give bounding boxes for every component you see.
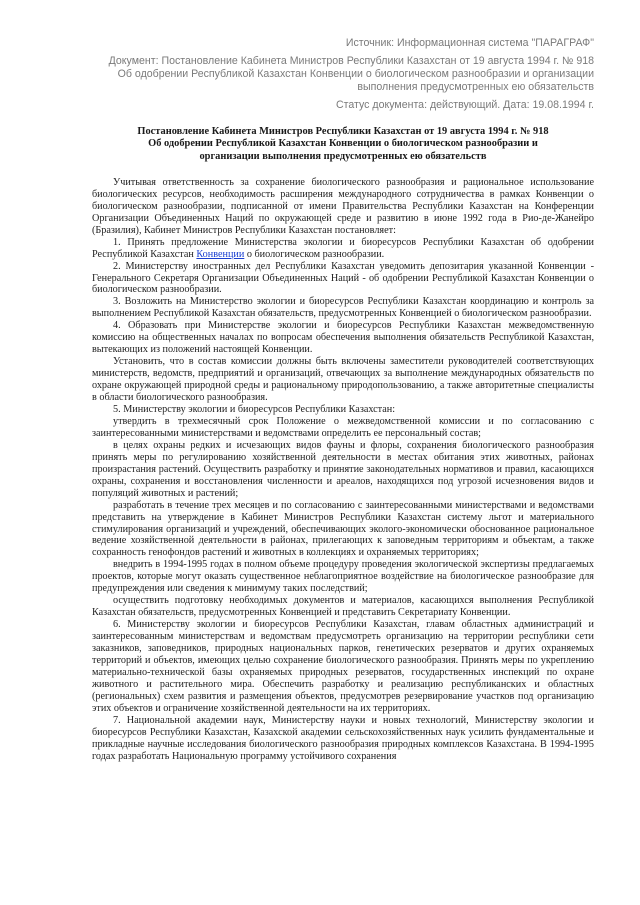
document-line: выполнения предусмотренных ею обязательств [357, 81, 594, 93]
paragraph-6: 6. Министерству экологии и биоресурсов Республики Казахстан, главам областных администраций и заинтересованным министерствам и ведомствам предусмотреть организацию на территории республики сети заказников, заповедников, природных национальных парков, генетических резерватов и других охраняемых территорий и объектов, имеющих целью сохранение биологического разнообразия. Принять меры по укреплению материально-технической базы охраняемых природных резерватов, государственных инспекций по охране животного и растительного мира. Обеспечить разработку и реализацию республиканских и областных (региональных) схем развития и размещения объектов, предусмотрев резервирование участков под организацию этих объектов и ограничение хозяйственной деятельности на их территориях. [92, 619, 594, 714]
paragraph-5-item: в целях охраны редких и исчезающих видов фауны и флоры, сохранения биологического разнообразия принять меры по регулированию хозяйственной деятельности в местах обитания этих животных, районах произрастания растений. Осуществить разработку и принятие законодательных нормативов и правил, касающихся охраны, сохранения и восстановления численности и ареалов, находящихся под угрозой исчезновения видов и популяций животных и растений; [92, 439, 594, 499]
document-line: Документ: Постановление Кабинета Министров Республики Казахстан от 19 августа 1994 г. № 918 [108, 55, 594, 67]
paragraph-7: 7. Национальной академии наук, Министерству науки и новых технологий, Министерству экологии и биоресурсов Республики Казахстан, Казахской академии сельскохозяйственных наук усилить фундаментальные и прикладные научные исследования биологического разнообразия природных комплексов Казахстана. В 1994-1995 годах разработать Национальную программу устойчивого сохранения [92, 714, 594, 762]
paragraph-text: о биологическом разнообразии. [244, 248, 385, 260]
paragraph-1 [92, 237, 594, 261]
paragraph-preamble: Учитывая ответственность за сохранение биологического разнообразия и рациональное использование биологических ресурсов, необходимость расширения международного сотрудничества в рамках Конвенции о биологическом разнообразии, подписанной от имени Правительства Республики Казахстан на Конференции Организации Объединенных Наций по окружающей среде и развитию в июне 1992 года в Рио-де-Жанейро (Бразилия), Кабинет Министров Республики Казахстан постановляет: [92, 176, 594, 236]
document-body [92, 177, 594, 763]
document-reference [92, 55, 594, 94]
document-title: Постановление Кабинета Министров Республики Казахстан от 19 августа 1994 г. № 918 Об одобрении Республикой Казахстан Конвенции о биологическом разнообразии и организации выполнения предусмотренных ею обязательств [137, 126, 549, 162]
paragraph-4: 4. Образовать при Министерстве экологии и биоресурсов Республики Казахстан межведомственную комиссию на общественных началах по вопросам обеспечения выполнения обязательств Республикой Казахстан, вытекающих из положений настоящей Конвенции. [92, 320, 594, 356]
paragraph-4-commission: Установить, что в состав комиссии должны быть включены заместители руководителей соответствующих министерств, ведомств, предприятий и организаций, отвечающих за выполнение международных обязательств по охране окружающей природной среды и рациональному природопользованию, а также авторитетные специалисты в области биологического разнообразия. [92, 356, 594, 404]
paragraph-5-item: осуществить подготовку необходимых документов и материалов, касающихся выполнения Республикой Казахстан обязательств, предусмотренных Конвенцией и представить Секретариату Конвенции. [92, 595, 594, 619]
paragraph-2: 2. Министерству иностранных дел Республики Казахстан уведомить депозитария указанной Конвенции - Генерального Секретаря Организации Объединенных Наций - об одобрении Республикой Казахстан Конвенции о биологическом разнообразии. [92, 260, 594, 296]
document-page [92, 0, 594, 763]
paragraph-5-item: внедрить в 1994-1995 годах в полном объеме процедуру проведения экологической экспертизы предлагаемых проектов, которые могут оказать существенное неблагоприятное воздействие на биологическое разнообразие для предупреждения или сведения к минимуму таких последствий; [92, 559, 594, 595]
convention-link[interactable]: Конвенции [196, 248, 245, 260]
document-line: Об одобрении Республикой Казахстан Конвенции о биологическом разнообразии и организации [117, 68, 594, 80]
paragraph-5: 5. Министерству экологии и биоресурсов Республики Казахстан: [113, 404, 396, 415]
paragraph-3: 3. Возложить на Министерство экологии и биоресурсов Республики Казахстан координацию и контроль за выполнением Республикой Казахстан обязательств, предусмотренных Конвенцией о биологическом разнообразии. [92, 296, 594, 320]
source-line: Источник: Информационная система "ПАРАГРАФ" [345, 37, 594, 49]
paragraph-5-item: утвердить в трехмесячный срок Положение о межведомственной комиссии и по согласованию с заинтересованными министерствами и ведомствами определить ее персональный состав; [92, 415, 594, 439]
paragraph-text: 1. Принять предложение Министерства экологии и биоресурсов Республики Казахстан об одобрении Республикой Казахстан [92, 236, 594, 260]
document-status: Статус документа: действующий. Дата: 19.08.1994 г. [335, 99, 594, 111]
paragraph-5-item: разработать в течение трех месяцев и по согласованию с заинтересованными министерствами и ведомствами представить на утверждение в Кабинет Министров Республики Казахстан систему льгот и материального стимулирования организаций и учреждений, обеспечивающих эколого-экономически обоснованное рациональное ведение хозяйственной деятельности в районах, прилегающих к заповедным территориям и объектам, а также сохранность генофондов растений и животных в коллекциях и охраняемых территориях; [92, 499, 594, 559]
